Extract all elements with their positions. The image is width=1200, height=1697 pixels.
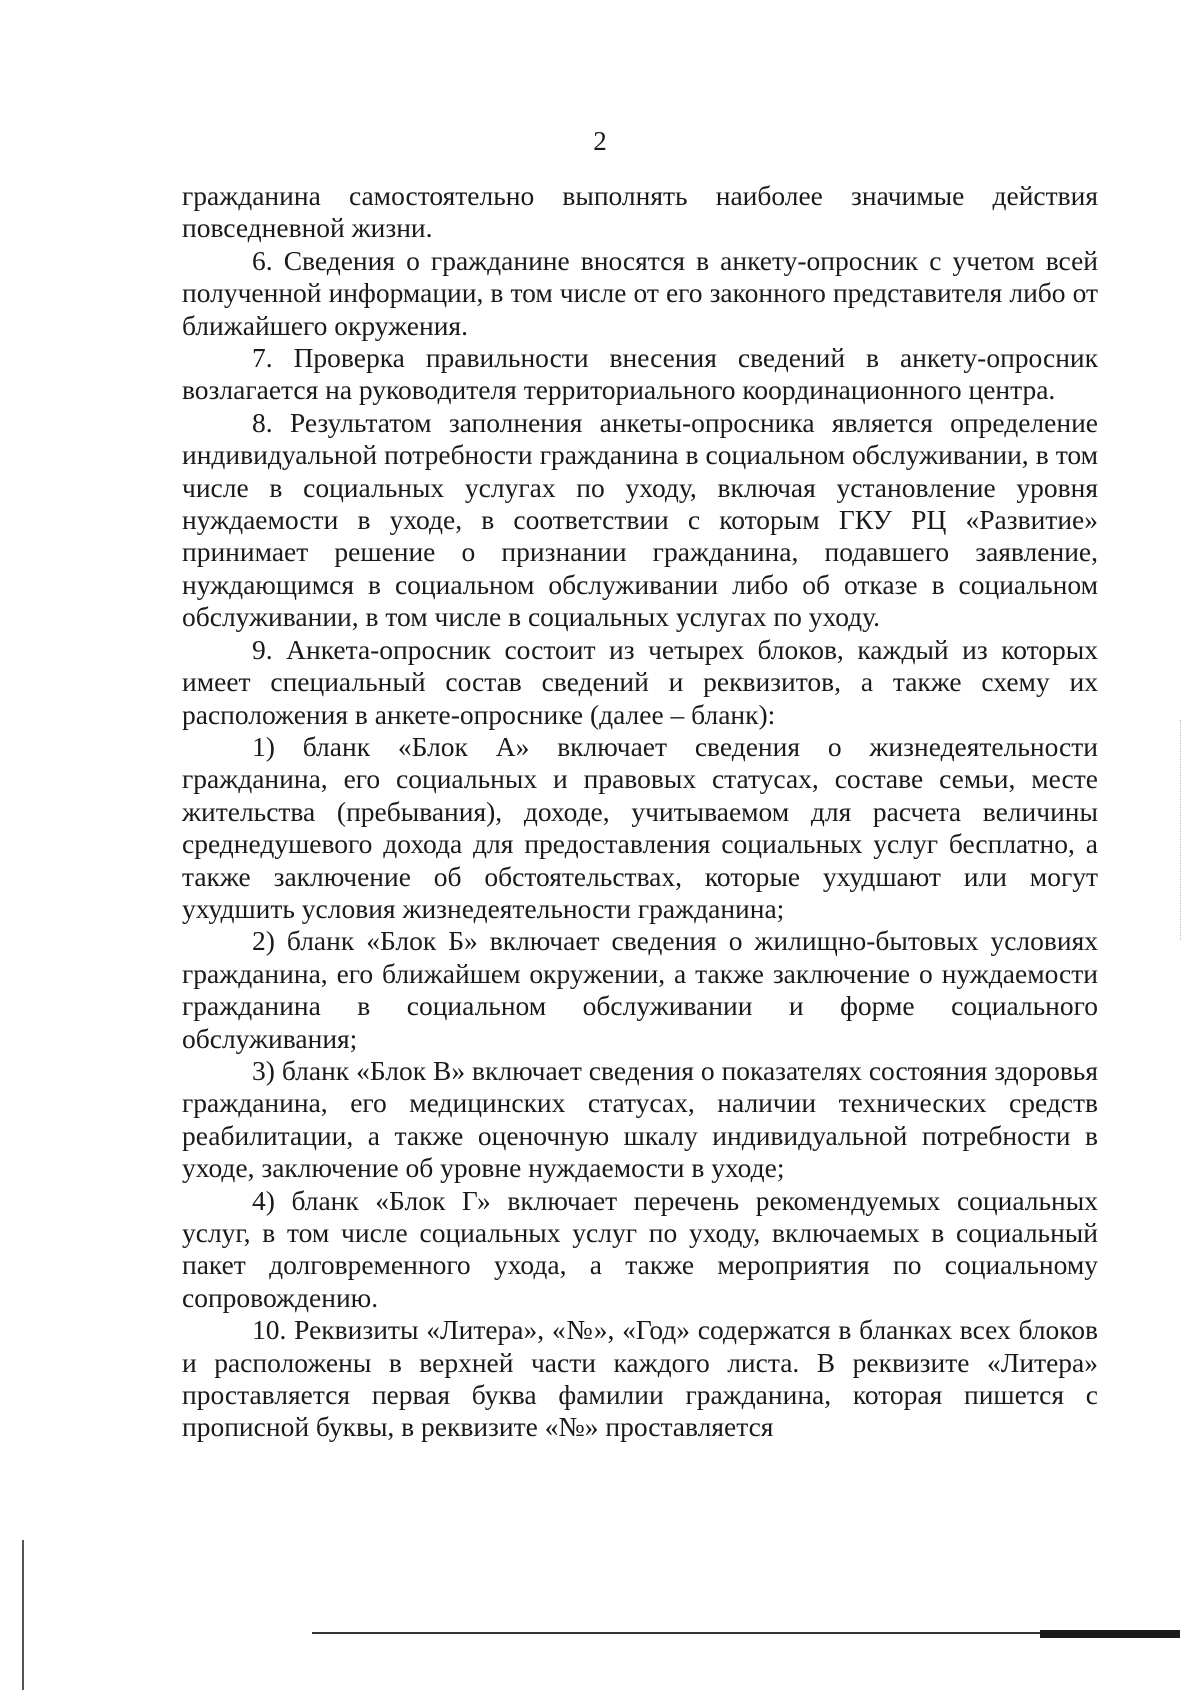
scan-artifact-bottom-bar: [1040, 1630, 1180, 1638]
scan-artifact-dots: [1180, 720, 1182, 940]
paragraph-item-6: 6. Сведения о гражданине вносятся в анкету-опросник с учетом всей полученной информации, в том числе от его законного представителя либо от ближайшего окружения.: [182, 244, 1098, 341]
paragraph-item-9: 9. Анкета-опросник состоит из четырех блоков, каждый из которых имеет специальный состав сведений и реквизитов, а также схему их расположения в анкете-опроснике (далее – бланк):: [182, 633, 1098, 730]
paragraph-item-10: 10. Реквизиты «Литера», «№», «Год» содержатся в бланках всех блоков и расположены в верхней части каждого листа. В реквизите «Литера» проставляется первая буква фамилии гражданина, которая пишется с прописной буквы, в реквизите «№» проставляется: [182, 1314, 1098, 1443]
document-body: [182, 180, 1098, 1444]
paragraph-item-7: 7. Проверка правильности внесения сведений в анкету-опросник возлагается на руководителя территориального координационного центра.: [182, 342, 1098, 406]
paragraph-continuation: гражданина самостоятельно выполнять наиболее значимые действия повседневной жизни.: [182, 180, 1098, 244]
paragraph-subitem-1: 1) бланк «Блок А» включает сведения о жизнедеятельности гражданина, его социальных и правовых статусах, составе семьи, месте жительства (пребывания), доходе, учитываемом для расчета величины среднедушевого дохода для предоставления социальных услуг бесплатно, а также заключение об обстоятельствах, которые ухудшают или могут ухудшить условия жизнедеятельности гражданина;: [182, 730, 1098, 924]
paragraph-subitem-2: 2) бланк «Блок Б» включает сведения о жилищно-бытовых условиях гражданина, его ближайшем окружении, а также заключение о нуждаемости гражданина в социальном обслуживании и форме социального обслуживания;: [182, 925, 1098, 1054]
paragraph-subitem-4: 4) бланк «Блок Г» включает перечень рекомендуемых социальных услуг, в том числе социальных услуг по уходу, включаемых в социальный пакет долговременного ухода, а также мероприятия по социальному сопровождению.: [182, 1184, 1098, 1313]
page-number: 2: [593, 126, 607, 156]
scan-artifact-left-line: [22, 1540, 24, 1690]
paragraph-subitem-3: 3) бланк «Блок В» включает сведения о показателях состояния здоровья гражданина, его медицинских статусах, наличии технических средств реабилитации, а также оценочную шкалу индивидуальной потребности в уходе, заключение об уровне нуждаемости в уходе;: [182, 1054, 1098, 1184]
paragraph-item-8: 8. Результатом заполнения анкеты-опросника является определение индивидуальной потребности гражданина в социальном обслуживании, в том числе в социальных услугах по уходу, включая установление уровня нуждаемости в уходе, в соответствии с которым ГКУ РЦ «Развитие» принимает решение о признании гражданина, подавшего заявление, нуждающимся в социальном обслуживании либо об отказе в социальном обслуживании, в том числе в социальных услугах по уходу.: [182, 406, 1098, 633]
